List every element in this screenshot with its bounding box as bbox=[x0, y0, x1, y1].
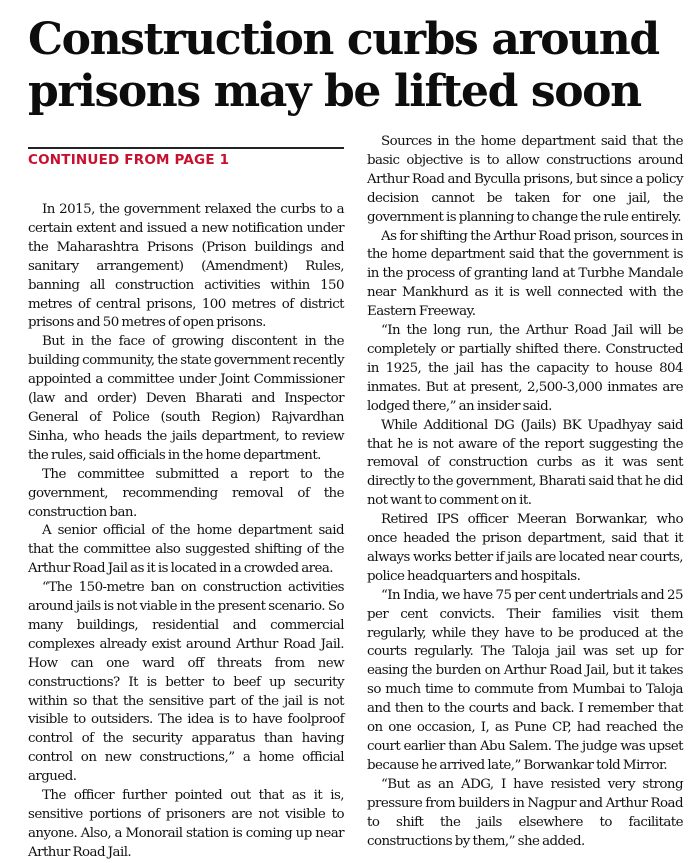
paragraph: “In India, we have 75 per cent undertrials and 25 per cent convicts. Their families visit them regularly, while they have to be produced at the courts regularly. The Taloja jail was set up for easing the burden on Arthur Road Jail, but it takes so much time to commute from Mumbai to Taloja and then to the courts and back. I remember that on one occasion, I, as Pune CP, had reached the court earlier than Abu Salem. The judge was upset because he arrived late,” Borwankar told Mirror. bbox=[367, 587, 683, 773]
headline bbox=[28, 14, 678, 118]
paragraph: A senior official of the home department said that the committee also suggested shifting of the Arthur Road Jail as it is located in a crowded area. bbox=[28, 523, 344, 577]
paragraph: In 2015, the government relaxed the curbs to a certain extent and issued a new notification under the Maharashtra Prisons (Prison buildings and sanitary arrangement) (Amendment) Rules, banning all construction activities within 150 metres of central prisons, 100 metres of district prisons and 50 metres of open prisons. bbox=[28, 202, 344, 331]
kicker-spacer bbox=[28, 173, 344, 201]
paragraph: But in the face of growing discontent in the building community, the state government recently appointed a committee under Joint Commissioner (law and order) Deven Bharati and Inspector General of Police (south Region) Rajvardhan Sinha, who heads the jails department, to review the rules, said officials in the home department. bbox=[28, 334, 344, 463]
paragraph: The officer further pointed out that as it is, sensitive portions of prisoners are not visible to anyone. Also, a Monorail station is coming up near Arthur Road Jail. bbox=[28, 788, 344, 860]
paragraph: Retired IPS officer Meeran Borwankar, who once headed the prison department, said that it always works better if jails are located near courts, police headquarters and hospitals. bbox=[367, 512, 683, 584]
headline-line-1: Construction curbs around bbox=[28, 14, 659, 65]
continued-kicker: CONTINUED FROM PAGE 1 bbox=[28, 147, 344, 173]
headline-line-2: prisons may be lifted soon bbox=[28, 66, 641, 117]
paragraph: “In the long run, the Arthur Road Jail will be completely or partially shifted there. Constructed in 1925, the jail has the capacity to house 804 inmates. But at present, 2,500-3,000 inmates are lodged there,” an insider said. bbox=[367, 323, 683, 414]
paragraph: As for shifting the Arthur Road prison, sources in the home department said that the government is in the process of granting land at Turbhe Mandale near Mankhurd as it is well connected with the Eastern Freeway. bbox=[367, 228, 683, 320]
paragraph: “But as an ADG, I have resisted very strong pressure from builders in Nagpur and Arthur Road to shift the jails elsewhere to facilitate constructions by them,” she added. bbox=[367, 776, 683, 849]
paragraph: The committee submitted a report to the government, recommending removal of the construction ban. bbox=[28, 466, 344, 520]
paragraph: Sources in the home department said that the basic objective is to allow constructions around Arthur Road and Byculla prisons, but since a policy decision cannot be taken for one jail, the government is planning to change the rule entirely. bbox=[367, 134, 683, 225]
paragraph: “The 150-metre ban on construction activities around jails is not viable in the present scenario. So many buildings, residential and commercial complexes already exist around Arthur Road Jail. How can one ward off threats from new constructions? It is better to beef up security within so that the sensitive part of the jail is not visible to outsiders. The idea is to have foolproof control of the security apparatus than having control on new constructions,” a home official argued. bbox=[28, 580, 344, 785]
paragraph: While Additional DG (Jails) BK Upadhyay said that he is not aware of the report suggesting the removal of construction curbs as it was sent directly to the government, Bharati said that he did not want to comment on it. bbox=[367, 417, 683, 509]
column-right bbox=[367, 134, 683, 851]
column-left bbox=[28, 147, 344, 863]
